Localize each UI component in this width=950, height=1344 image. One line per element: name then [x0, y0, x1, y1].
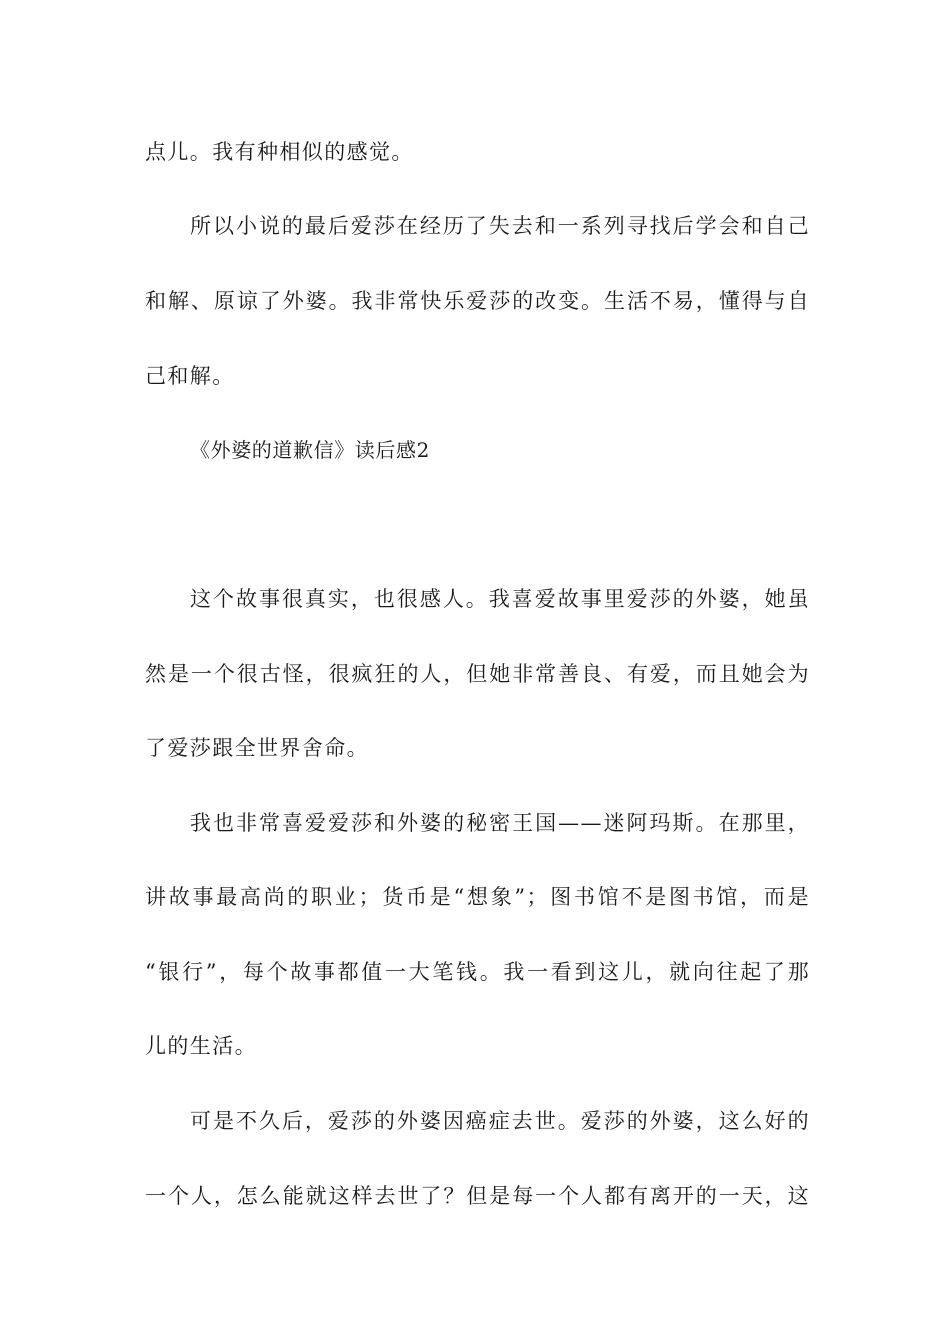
text-line: 一个人，怎么能就这样去世了？但是每一个人都有离开的一天，这 [145, 1184, 810, 1208]
text-line: 了爱莎跟全世界舍命。 [145, 736, 369, 760]
text-line: 可是不久后，爱莎的外婆因癌症去世。爱莎的外婆，这么好的 [190, 1109, 810, 1133]
text-line: 讲故事最高尚的职业；货币是“想象”；图书馆不是图书馆，而是 [145, 885, 810, 909]
text-line: 然是一个很古怪，很疯狂的人，但她非常善良、有爱，而且她会为 [145, 662, 810, 686]
text-line: 和解、原谅了外婆。我非常快乐爱莎的改变。生活不易，懂得与自 [145, 289, 810, 313]
text-line: 点儿。我有种相似的感觉。 [145, 140, 414, 164]
text-line: 儿的生活。 [145, 1034, 257, 1058]
section-heading: 《外婆的道歉信》读后感2 [190, 438, 430, 462]
text-line: 我也非常喜爱爱莎和外婆的秘密王国——迷阿玛斯。在那里， [190, 811, 810, 835]
text-line: 己和解。 [145, 364, 235, 388]
text-line: “银行”，每个故事都值一大笔钱。我一看到这儿，就向往起了那 [145, 960, 810, 984]
text-line: 所以小说的最后爱莎在经历了失去和一系列寻找后学会和自己 [190, 214, 810, 238]
text-line: 这个故事很真实，也很感人。我喜爱故事里爱莎的外婆，她虽 [190, 587, 810, 611]
